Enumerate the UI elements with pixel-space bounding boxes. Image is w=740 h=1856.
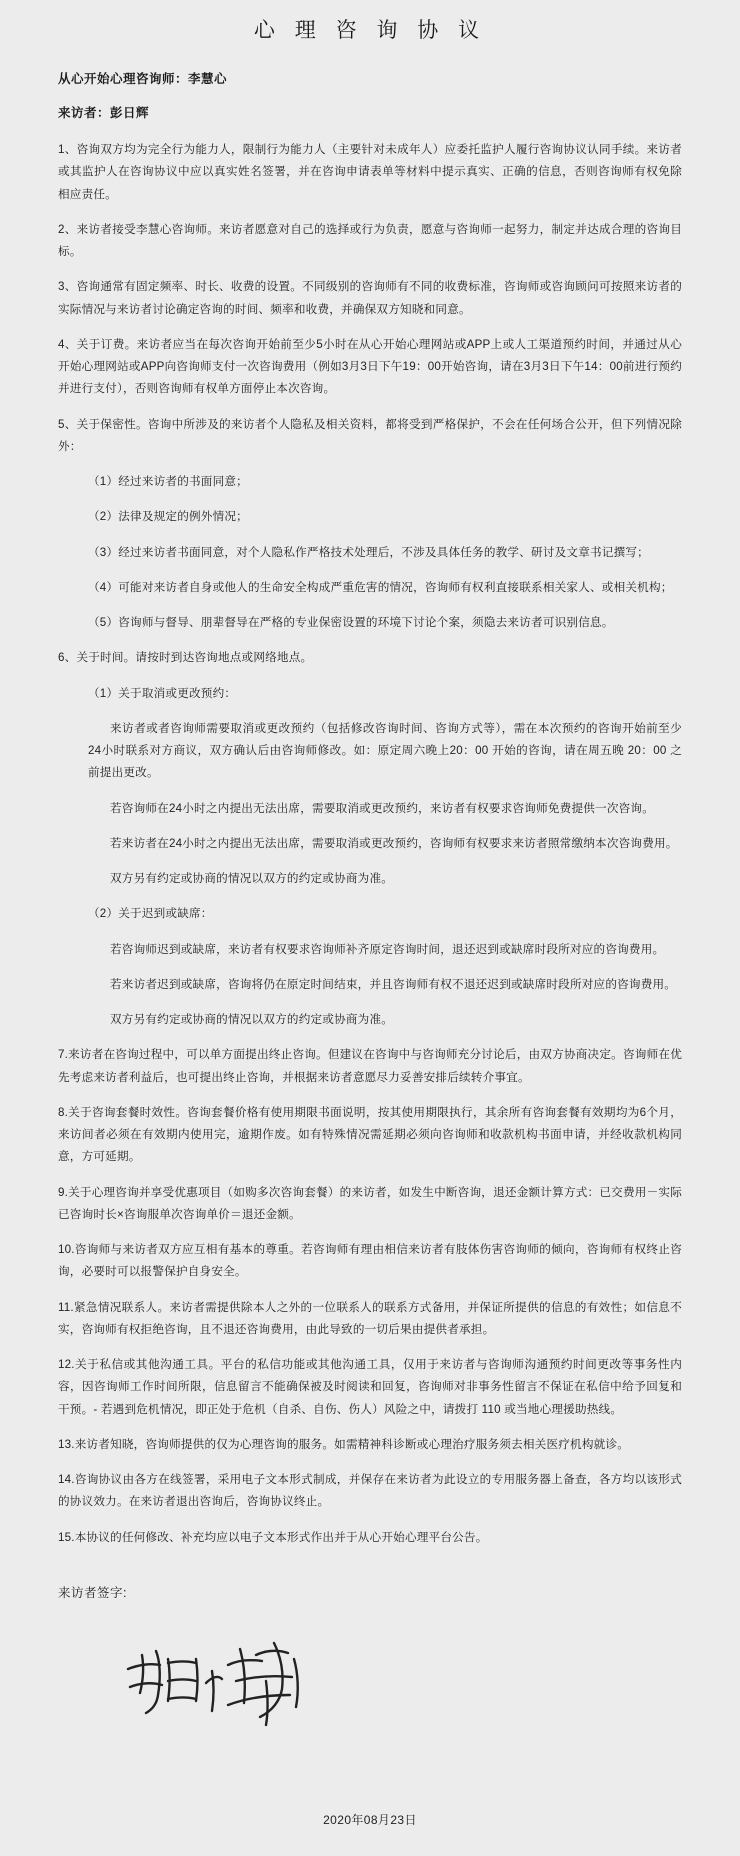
time-sub2-para-2: 若来访者迟到或缺席，咨询将仍在原定时间结束，并且咨询师有权不退还迟到或缺席时段所对应的咨询费用。 bbox=[110, 977, 677, 991]
clause-13: 13.来访者知晓，咨询师提供的仅为心理咨询的服务。如需精神科诊断或心理治疗服务须去相关医疗机构就诊。 bbox=[58, 1437, 630, 1451]
time-sub2-title: （2）关于迟到或缺席： bbox=[88, 907, 213, 921]
clause-12: 12.关于私信或其他沟通工具。平台的私信功能或其他沟通工具，仅用于来访者与咨询师沟通预约时间更改等事务性内容，因咨询师工作时间所限，信息留言不能确保被及时阅读和回复，咨询师对非事务性留言不保证在私信中给予回复和干预。- 若遇到危机情况，即正处于危机（自杀、自伤、伤人）风险之中，请拨打 110 或当地心理援助热线。 bbox=[58, 1358, 682, 1416]
page-title: 心 理 咨 询 协 议 bbox=[253, 19, 487, 42]
signature-date: 2020年08月23日 bbox=[323, 1812, 417, 1827]
time-sub2-para-3: 双方另有约定或协商的情况以双方的约定或协商为准。 bbox=[110, 1013, 394, 1026]
signature-area bbox=[58, 1601, 682, 1811]
signature-label: 来访者签字: bbox=[58, 1585, 127, 1600]
confidentiality-item-4: （4）可能对来访者自身或他人的生命安全构成严重危害的情况，咨询师有权利直接联系相关家人、或相关机构； bbox=[88, 580, 673, 594]
clause-4: 4、关于订费。来访者应当在每次咨询开始前至少5小时在从心开始心理网站或APP上或人工渠道预约时间，并通过从心开始心理网站或APP向咨询师支付一次咨询费用（例如3月3日下午19：00开始咨询，请在3月3日下午14：00前进行预约并进行支付），否则咨询师有权单方面停止本次咨询。 bbox=[58, 337, 682, 396]
clause-8: 8.关于咨询套餐时效性。咨询套餐价格有使用期限书面说明，按其使用期限执行，其余所有咨询套餐有效期均为6个月，来访间者必须在有效期内使用完，逾期作废。如有特殊情况需延期必须向咨询师和收款机构书面申请，并经收款机构同意，方可延期。 bbox=[58, 1105, 682, 1164]
clause-3: 3、咨询通常有固定频率、时长、收费的设置。不同级别的咨询师有不同的收费标准，咨询师或咨询顾问可按照来访者的实际情况与来访者讨论确定咨询的时间、频率和收费，并确保双方知晓和同意。 bbox=[58, 280, 682, 316]
time-sub1-para-3: 若来访者在24小时之内提出无法出席，需要取消或更改预约，咨询师有权要求来访者照常缴纳本次咨询费用。 bbox=[110, 836, 678, 850]
clause-14: 14.咨询协议由各方在线签署，采用电子文本形式制成，并保存在来访者为此设立的专用服务器上备查，各方均以该形式的协议效力。在来访者退出咨询后，咨询协议终止。 bbox=[58, 1473, 682, 1509]
clause-11: 11.紧急情况联系人。来访者需提供除本人之外的一位联系人的联系方式备用，并保证所提供的信息的有效性；如信息不实，咨询师有权拒绝咨询，且不退还咨询费用，由此导致的一切后果由提供者承担。 bbox=[58, 1300, 682, 1336]
clause-5: 5、关于保密性。咨询中所涉及的来访者个人隐私及相关资料，都将受到严格保护，不会在任何场合公开，但下列情况除外： bbox=[58, 417, 682, 453]
time-sub1-para-4: 双方另有约定或协商的情况以双方的约定或协商为准。 bbox=[110, 872, 394, 885]
confidentiality-item-2: （2）法律及规定的例外情况； bbox=[88, 510, 248, 524]
clause-1: 1、咨询双方均为完全行为能力人，限制行为能力人（主要针对未成年人）应委托监护人履行咨询协议认同手续。来访者或其监护人在咨询协议中应以真实姓名签署，并在咨询申请表单等材料中提示真实、正确的信息，否则咨询师有权免除相应责任。 bbox=[58, 143, 682, 201]
confidentiality-item-3: （3）经过来访者书面同意，对个人隐私作严格技术处理后，不涉及具体任务的教学、研讨及文章书记撰写； bbox=[88, 545, 649, 559]
handwritten-signature bbox=[116, 1625, 336, 1745]
client-line: 来访者：彭日辉 bbox=[58, 106, 150, 120]
time-sub1-para-2: 若咨询师在24小时之内提出无法出席，需要取消或更改预约，来访者有权要求咨询师免费提供一次咨询。 bbox=[110, 801, 655, 815]
counselor-line: 从心开始心理咨询师：李慧心 bbox=[58, 72, 228, 86]
time-sub1-title: （1）关于取消或更改预约： bbox=[88, 686, 237, 700]
clause-6: 6、关于时间。请按时到达咨询地点或网络地点。 bbox=[58, 651, 313, 665]
confidentiality-item-5: （5）咨询师与督导、朋辈督导在严格的专业保密设置的环境下讨论个案，须隐去来访者可识别信息。 bbox=[88, 616, 614, 629]
clause-10: 10.咨询师与来访者双方应互相有基本的尊重。若咨询师有理由相信来访者有肢体伤害咨询师的倾向，咨询师有权终止咨询，必要时可以报警保护自身安全。 bbox=[58, 1243, 682, 1279]
time-sub1-para-1: 来访者或者咨询师需要取消或更改预约（包括修改咨询时间、咨询方式等），需在本次预约的咨询开始前至少24小时联系对方商议，双方确认后由咨询师修改。如：原定周六晚上20：00 开始的咨询，请在周五晚 20：00 之前提出更改。 bbox=[88, 721, 682, 780]
clause-9: 9.关于心理咨询并享受优惠项目（如购多次咨询套餐）的来访者，如发生中断咨询，退还金额计算方式：已交费用－实际已咨询时长×咨询服单次咨询单价＝退还金额。 bbox=[58, 1185, 682, 1221]
confidentiality-item-1: （1）经过来访者的书面同意； bbox=[88, 475, 248, 488]
title-divider bbox=[58, 50, 682, 51]
clause-2: 2、来访者接受李慧心咨询师。来访者愿意对自己的选择或行为负责，愿意与咨询师一起努力，制定并达成合理的咨询目标。 bbox=[58, 222, 682, 258]
clause-15: 15.本协议的任何修改、补充均应以电子文本形式作出并于从心开始心理平台公告。 bbox=[58, 1530, 488, 1544]
time-sub2-para-1: 若咨询师迟到或缺席，来访者有权要求咨询师补齐原定咨询时间，退还迟到或缺席时段所对应的咨询费用。 bbox=[110, 942, 665, 956]
clause-7: 7.来访者在咨询过程中，可以单方面提出终止咨询。但建议在咨询中与咨询师充分讨论后，由双方协商决定。咨询师在优先考虑来访者利益后，也可提出终止咨询，并根据来访者意愿尽力妥善安排后续转介事宜。 bbox=[58, 1048, 682, 1084]
